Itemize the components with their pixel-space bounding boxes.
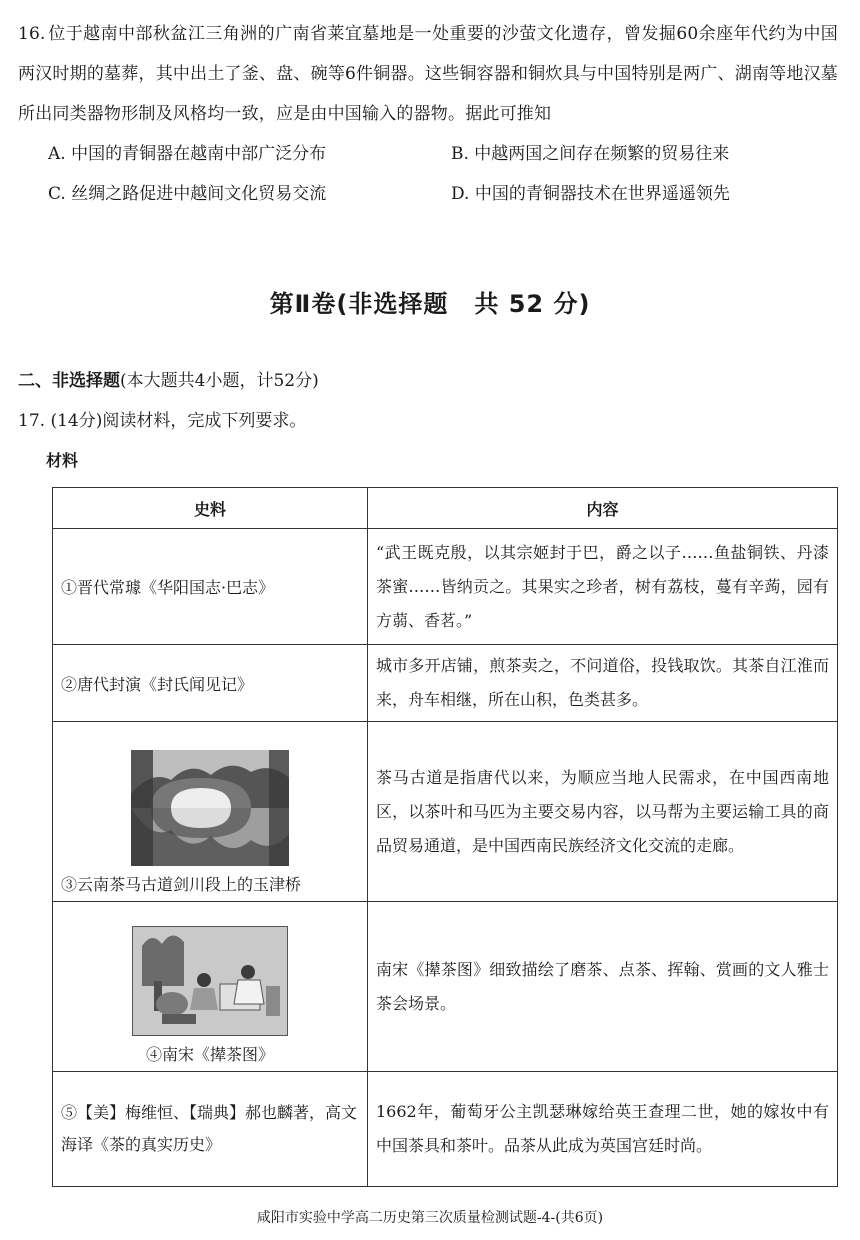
materials-table — [52, 487, 838, 1187]
row-content: 1662年，葡萄牙公主凯瑟琳嫁给英王查理二世，她的嫁妆中有中国茶具和茶叶。品茶从此成为英国宫廷时尚。 — [368, 1072, 838, 1187]
row-source: ②唐代封演《封氏闻见记》 — [53, 645, 368, 722]
section-heading: 二、非选择题(本大题共4小题，计52分) — [18, 371, 319, 391]
volume-title: 第Ⅱ卷(非选择题 共 52 分) — [269, 290, 591, 318]
table-row — [53, 722, 838, 902]
painting-caption: ④南宋《撵茶图》 — [145, 1045, 274, 1064]
row-source: ⑤【美】梅维恒、【瑞典】郝也麟著，高文海译《茶的真实历史》 — [53, 1072, 368, 1187]
row-content: 茶马古道是指唐代以来，为顺应当地人民需求，在中国西南地区，以茶叶和马匹为主要交易内容，以马帮为主要运输工具的商品贸易通道，是中国西南民族经济文化交流的走廊。 — [368, 722, 838, 902]
bridge-caption: ③云南茶马古道剑川段上的玉津桥 — [61, 875, 302, 894]
option-d: D. 中国的青铜器技术在世界遥遥领先 — [451, 184, 730, 204]
row-content: 城市多开店铺，煎茶卖之，不问道俗，投钱取饮。其茶自江淮而来，舟车相继，所在山积，色类甚多。 — [368, 645, 838, 722]
header-source: 史料 — [53, 488, 368, 529]
option-a: A. 中国的青铜器在越南中部广泛分布 — [48, 144, 327, 164]
row-content: 南宋《撵茶图》细致描绘了磨茶、点茶、挥翰、赏画的文人雅士茶会场景。 — [368, 902, 838, 1072]
page-footer: 咸阳市实验中学高二历史第三次质量检测试题-4-(共6页) — [256, 1210, 604, 1226]
options — [18, 134, 838, 214]
material-label: 材料 — [46, 451, 79, 470]
question-16 — [18, 14, 838, 214]
option-b: B. 中越两国之间存在频繁的贸易往来 — [451, 144, 730, 164]
header-content: 内容 — [368, 488, 838, 529]
question-number: 16. — [18, 24, 46, 44]
table-row — [53, 529, 838, 645]
table-row — [53, 645, 838, 722]
painting-image — [132, 926, 288, 1036]
row-content: “武王既克殷，以其宗姬封于巴，爵之以子……鱼盐铜铁、丹漆茶蜜……皆纳贡之。其果实之珍者，树有荔枝，蔓有辛蒟，园有方蒻、香茗。” — [368, 529, 838, 645]
row-source: ①晋代常璩《华阳国志·巴志》 — [53, 529, 368, 645]
row-source — [53, 902, 368, 1072]
table-row — [53, 1072, 838, 1187]
table-header-row — [53, 488, 838, 529]
row-source — [53, 722, 368, 902]
question-17-stem: 17. (14分)阅读材料，完成下列要求。 — [18, 411, 307, 431]
bridge-photo-image — [131, 750, 289, 866]
option-c: C. 丝绸之路促进中越间文化贸易交流 — [48, 184, 327, 204]
table-row — [53, 902, 838, 1072]
question-stem: 位于越南中部秋盆江三角洲的广南省莱宜墓地是一处重要的沙萤文化遗存，曾发掘60余座年代约为中国两汉时期的墓葬，其中出土了釜、盘、碗等6件铜器。这些铜容器和铜炊具与中国特别是两广、湖南等地汉墓所出同类器物形制及风格均一致，应是由中国输入的器物。据此可推知 — [18, 24, 838, 124]
